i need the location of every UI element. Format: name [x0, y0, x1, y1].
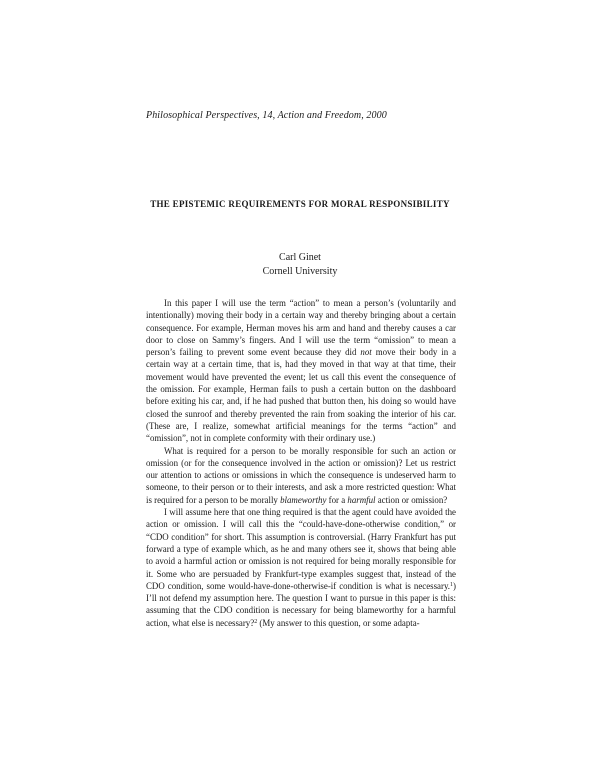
emphasis-harmful: harmful: [347, 494, 376, 505]
author-affiliation: Cornell University: [262, 266, 338, 277]
paragraph-3-text-a: I will assume here that one thing required is that the agent could have avoided the action or omission. I will call this the “could-have-done-otherwise condition,” or “CDO condition” for short. This assumption is controversial. (Harry Frankfurt has put forward a type of example which, as he and many others see it, shows that being able to avoid a harmful action or omission is not required for being morally responsible for it. Some who are persuaded by Frankfurt-type examples suggest that, instead of the CDO condition, some would-have-done-otherwise-if condition is what is necessary.: [146, 507, 456, 591]
article-title: THE EPISTEMIC REQUIREMENTS FOR MORAL RESPONSIBILITY: [150, 199, 450, 209]
paragraph-3-text-c: (My answer to this question, or some adapta-: [259, 617, 420, 628]
paragraph-3: [146, 506, 456, 629]
paragraph-2: [146, 445, 456, 506]
journal-header: Philosophical Perspectives, 14, Action and Freedom, 2000: [146, 110, 387, 121]
paragraph-2-text-c: action or omission?: [377, 494, 448, 505]
author-name: Carl Ginet: [279, 252, 321, 263]
paragraph-2-text-b: for a: [328, 494, 346, 505]
byline: [0, 251, 600, 279]
footnote-marker-1[interactable]: 1: [450, 581, 454, 588]
paragraph-3-text-b: ) I’ll not defend my assumption here. The question I want to pursue in this paper is this: assuming that the CDO condition is necessary for being blameworthy for a harmful action, what else is necessary?: [146, 580, 456, 628]
article-body: [146, 297, 456, 629]
emphasis-not: not: [360, 347, 372, 358]
paragraph-2-text-a: What is required for a person to be morally responsible for such an action or omission (or for the consequence involved in the action or omission)? Let us restrict our attention to actions or omissions in which the consequence is undeserved harm to someone, to their person or to their interests, and ask a more restricted question: What is required for a person to be morally: [146, 445, 456, 505]
paragraph-1-text-b: move their body in a certain way at a certain time, that is, had they moved in that way at that time, their movement would have prevented the event; let us call this event the consequence of the omission. For example, Herman fails to push a certain button on the dashboard before exiting his car, and, if he had pushed that button then, his doing so would have closed the sunroof and thereby prevented the rain from soaking the interior of his car. (These are, I realize, somewhat artificial meanings for the terms “action” and “omission”, not in complete conformity with their ordinary use.): [146, 347, 457, 444]
paragraph-1: [146, 297, 456, 445]
paragraph-1-text-a: In this paper I will use the term “action” to mean a person’s (voluntarily and intentionally) moving their body in a certain way and thereby bringing about a certain consequence. For example, Herman moves his arm and hand and thereby causes a car door to close on Sammy’s fingers. And I will use the term “omission” to mean a person’s failing to prevent some event because they did: [146, 298, 456, 358]
footnote-marker-2[interactable]: 2: [254, 618, 258, 625]
emphasis-blameworthy: blameworthy: [280, 494, 327, 505]
